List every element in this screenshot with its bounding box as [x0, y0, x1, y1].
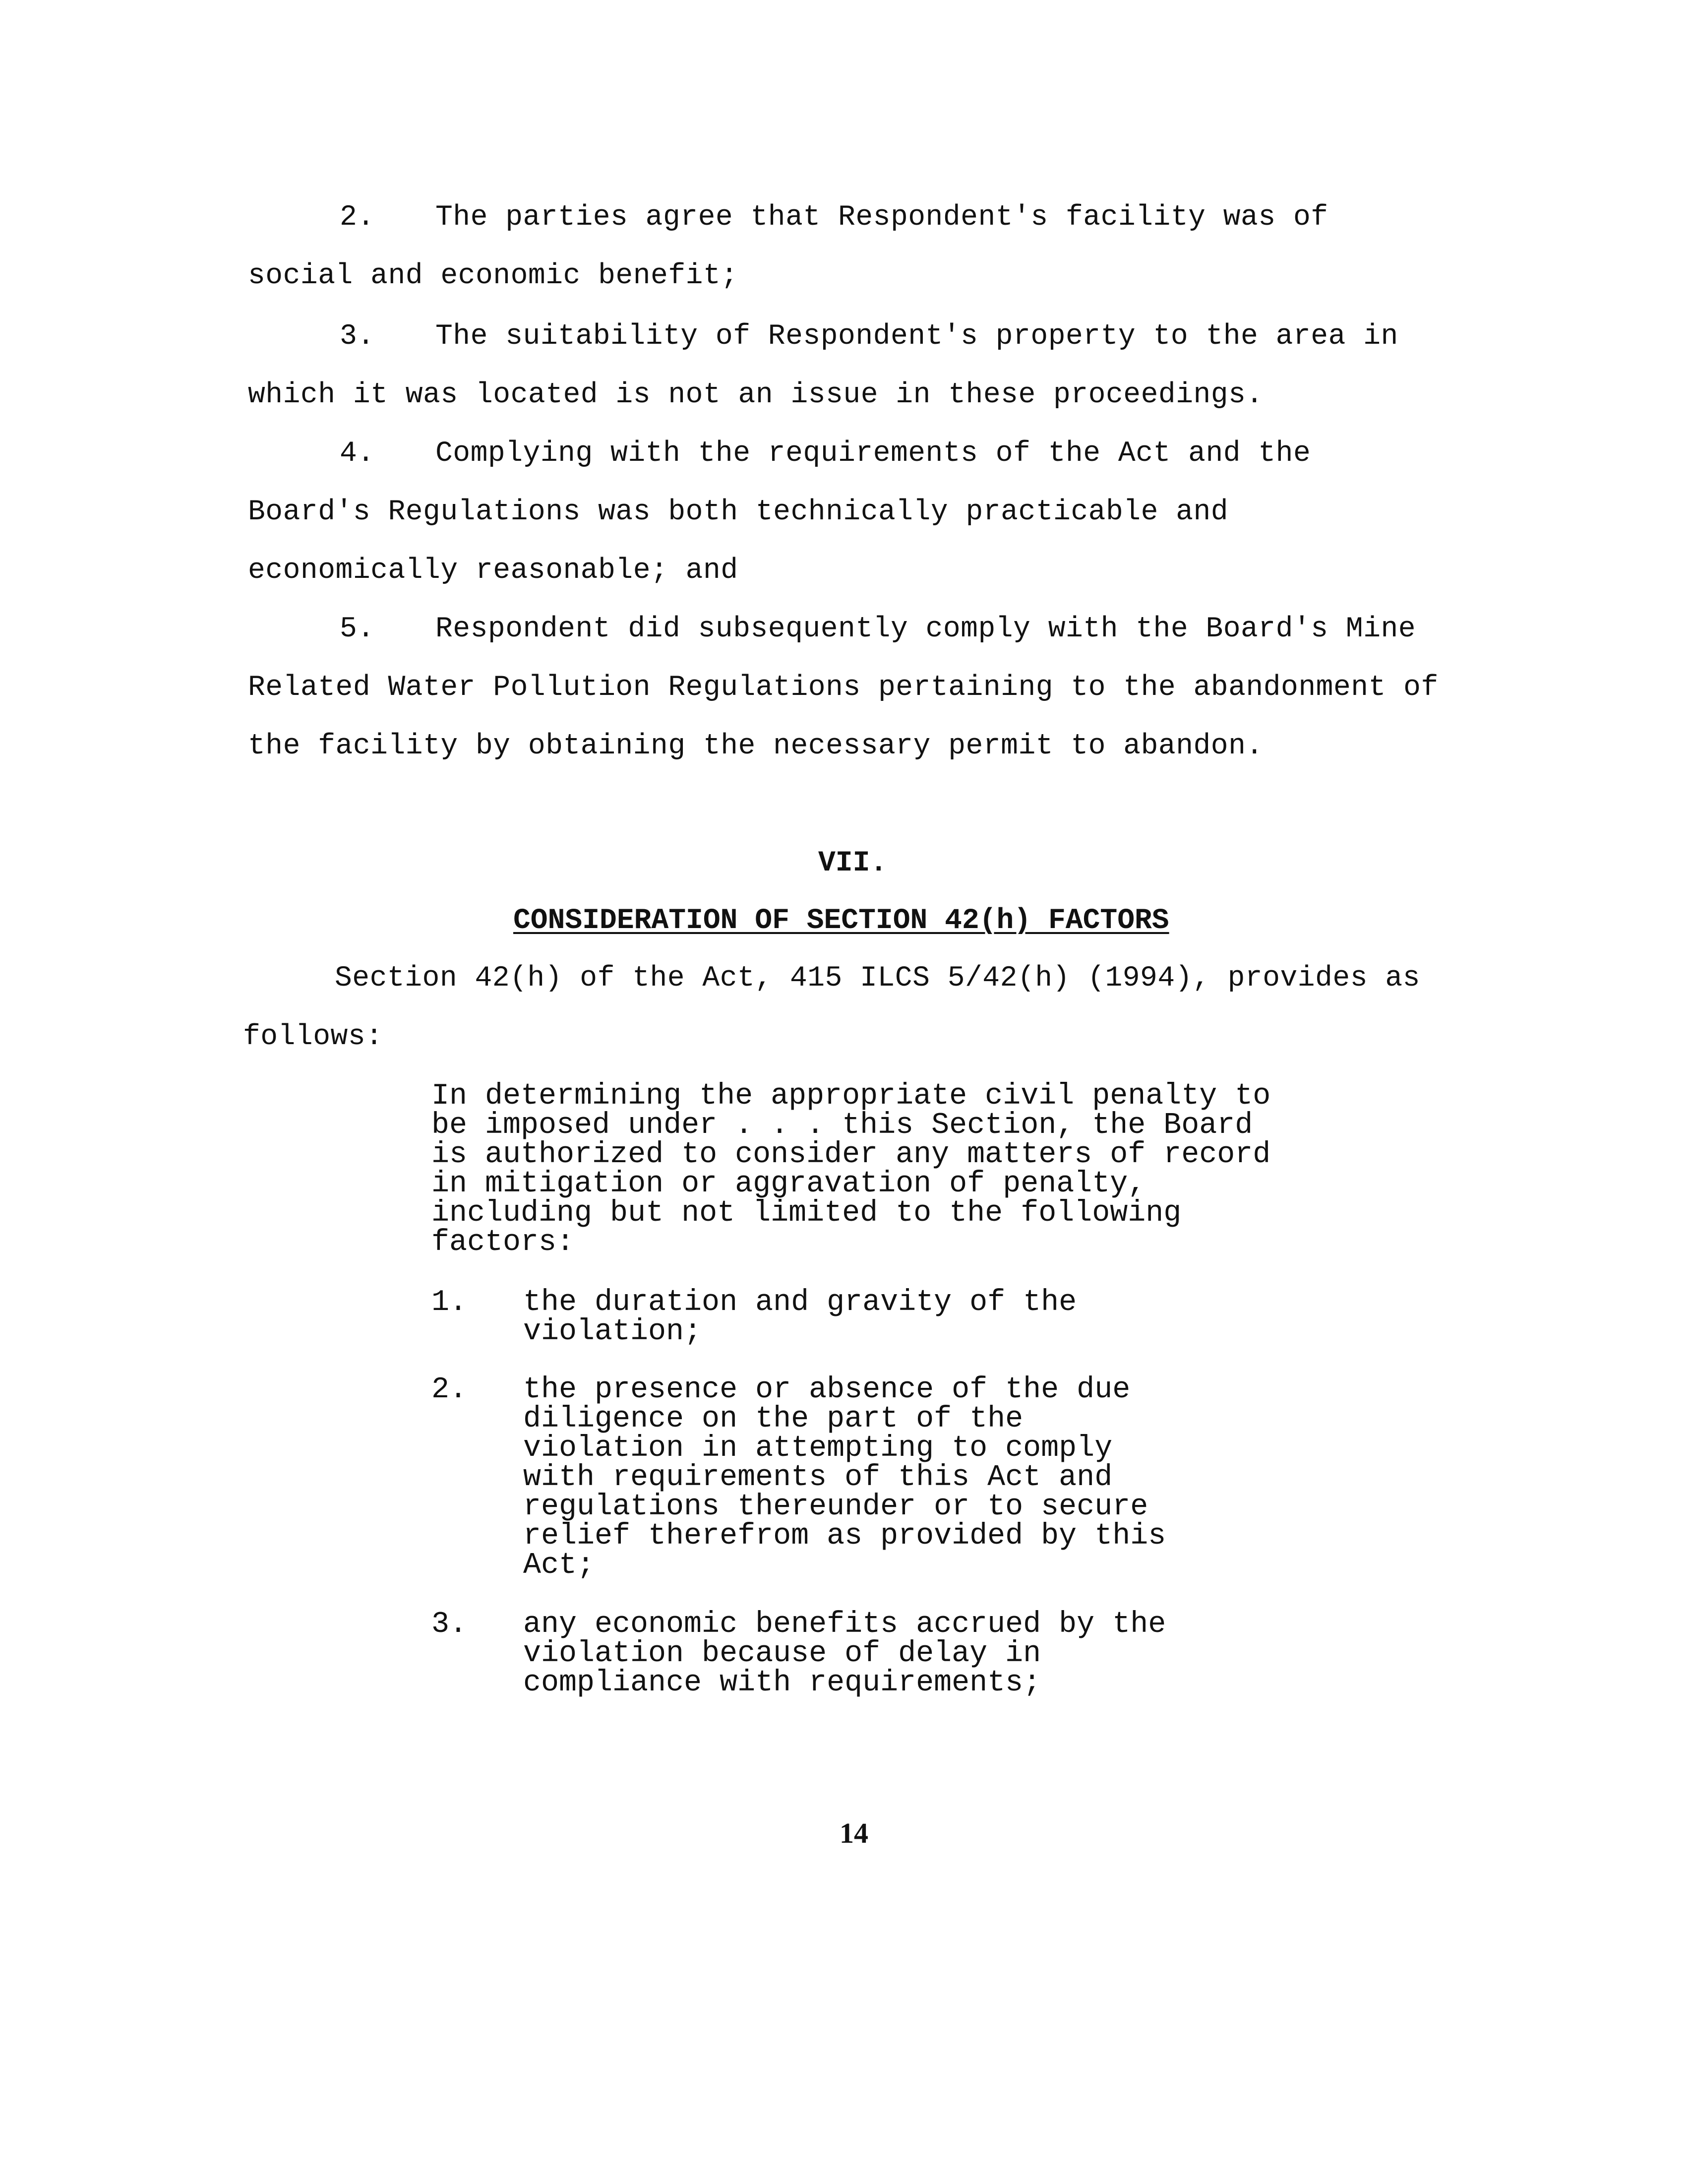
finding-text-line: Related Water Pollution Regulations pertaining to the abandonment of	[248, 672, 1439, 704]
quote-factor-line: relief therefrom as provided by this	[523, 1519, 1166, 1553]
finding-text-line: social and economic benefit;	[248, 260, 738, 292]
finding-number: 2.	[340, 201, 375, 234]
quote-factor-line: violation in attempting to comply	[523, 1432, 1113, 1465]
intro-text-line: follows:	[243, 1021, 383, 1053]
finding-text-line: Complying with the requirements of the Act and the	[435, 437, 1311, 470]
quote-factor-line: with requirements of this Act and	[523, 1461, 1113, 1495]
quote-factor-line: violation;	[523, 1315, 702, 1349]
finding-number: 3.	[340, 320, 375, 353]
quote-factor-number: 2.	[431, 1373, 468, 1407]
quote-factor-number: 3.	[431, 1608, 468, 1641]
quote-factor-line: the presence or absence of the due	[523, 1373, 1131, 1407]
quote-line: factors:	[431, 1226, 575, 1259]
quote-line: be imposed under . . . this Section, the Board	[431, 1109, 1253, 1142]
finding-text-line: which it was located is not an issue in these proceedings.	[248, 379, 1264, 411]
quote-line: In determining the appropriate civil penalty to	[431, 1079, 1271, 1113]
finding-text-line: The parties agree that Respondent's facility was of	[435, 201, 1328, 234]
quote-factor-line: compliance with requirements;	[523, 1666, 1041, 1700]
section-number: VII.	[818, 847, 888, 879]
section-title: CONSIDERATION OF SECTION 42(h) FACTORS	[513, 905, 1169, 937]
finding-text-line: Board's Regulations was both technically practicable and	[248, 496, 1229, 528]
quote-factor-line: regulations thereunder or to secure	[523, 1490, 1148, 1524]
finding-number: 4.	[340, 437, 375, 470]
quote-line: is authorized to consider any matters of record	[431, 1138, 1271, 1172]
quote-factor-line: diligence on the part of the	[523, 1402, 1024, 1436]
quote-factor-line: any economic benefits accrued by the	[523, 1608, 1166, 1641]
finding-text-line: economically reasonable; and	[248, 555, 738, 587]
finding-number: 5.	[340, 613, 375, 645]
finding-text-line: Respondent did subsequently comply with the Board's Mine	[435, 613, 1416, 645]
page-number: 14	[840, 1817, 868, 1849]
quote-factor-line: violation because of delay in	[523, 1637, 1041, 1671]
quote-factor-line: the duration and gravity of the	[523, 1286, 1077, 1319]
finding-text-line: the facility by obtaining the necessary permit to abandon.	[248, 730, 1264, 762]
quote-factor-number: 1.	[431, 1286, 468, 1319]
finding-text-line: The suitability of Respondent's property to the area in	[435, 320, 1398, 353]
quote-line: in mitigation or aggravation of penalty,	[431, 1167, 1146, 1201]
quote-line: including but not limited to the following	[431, 1196, 1182, 1230]
intro-text-line: Section 42(h) of the Act, 415 ILCS 5/42(h) (1994), provides as	[335, 962, 1420, 995]
quote-factor-line: Act;	[523, 1549, 595, 1582]
